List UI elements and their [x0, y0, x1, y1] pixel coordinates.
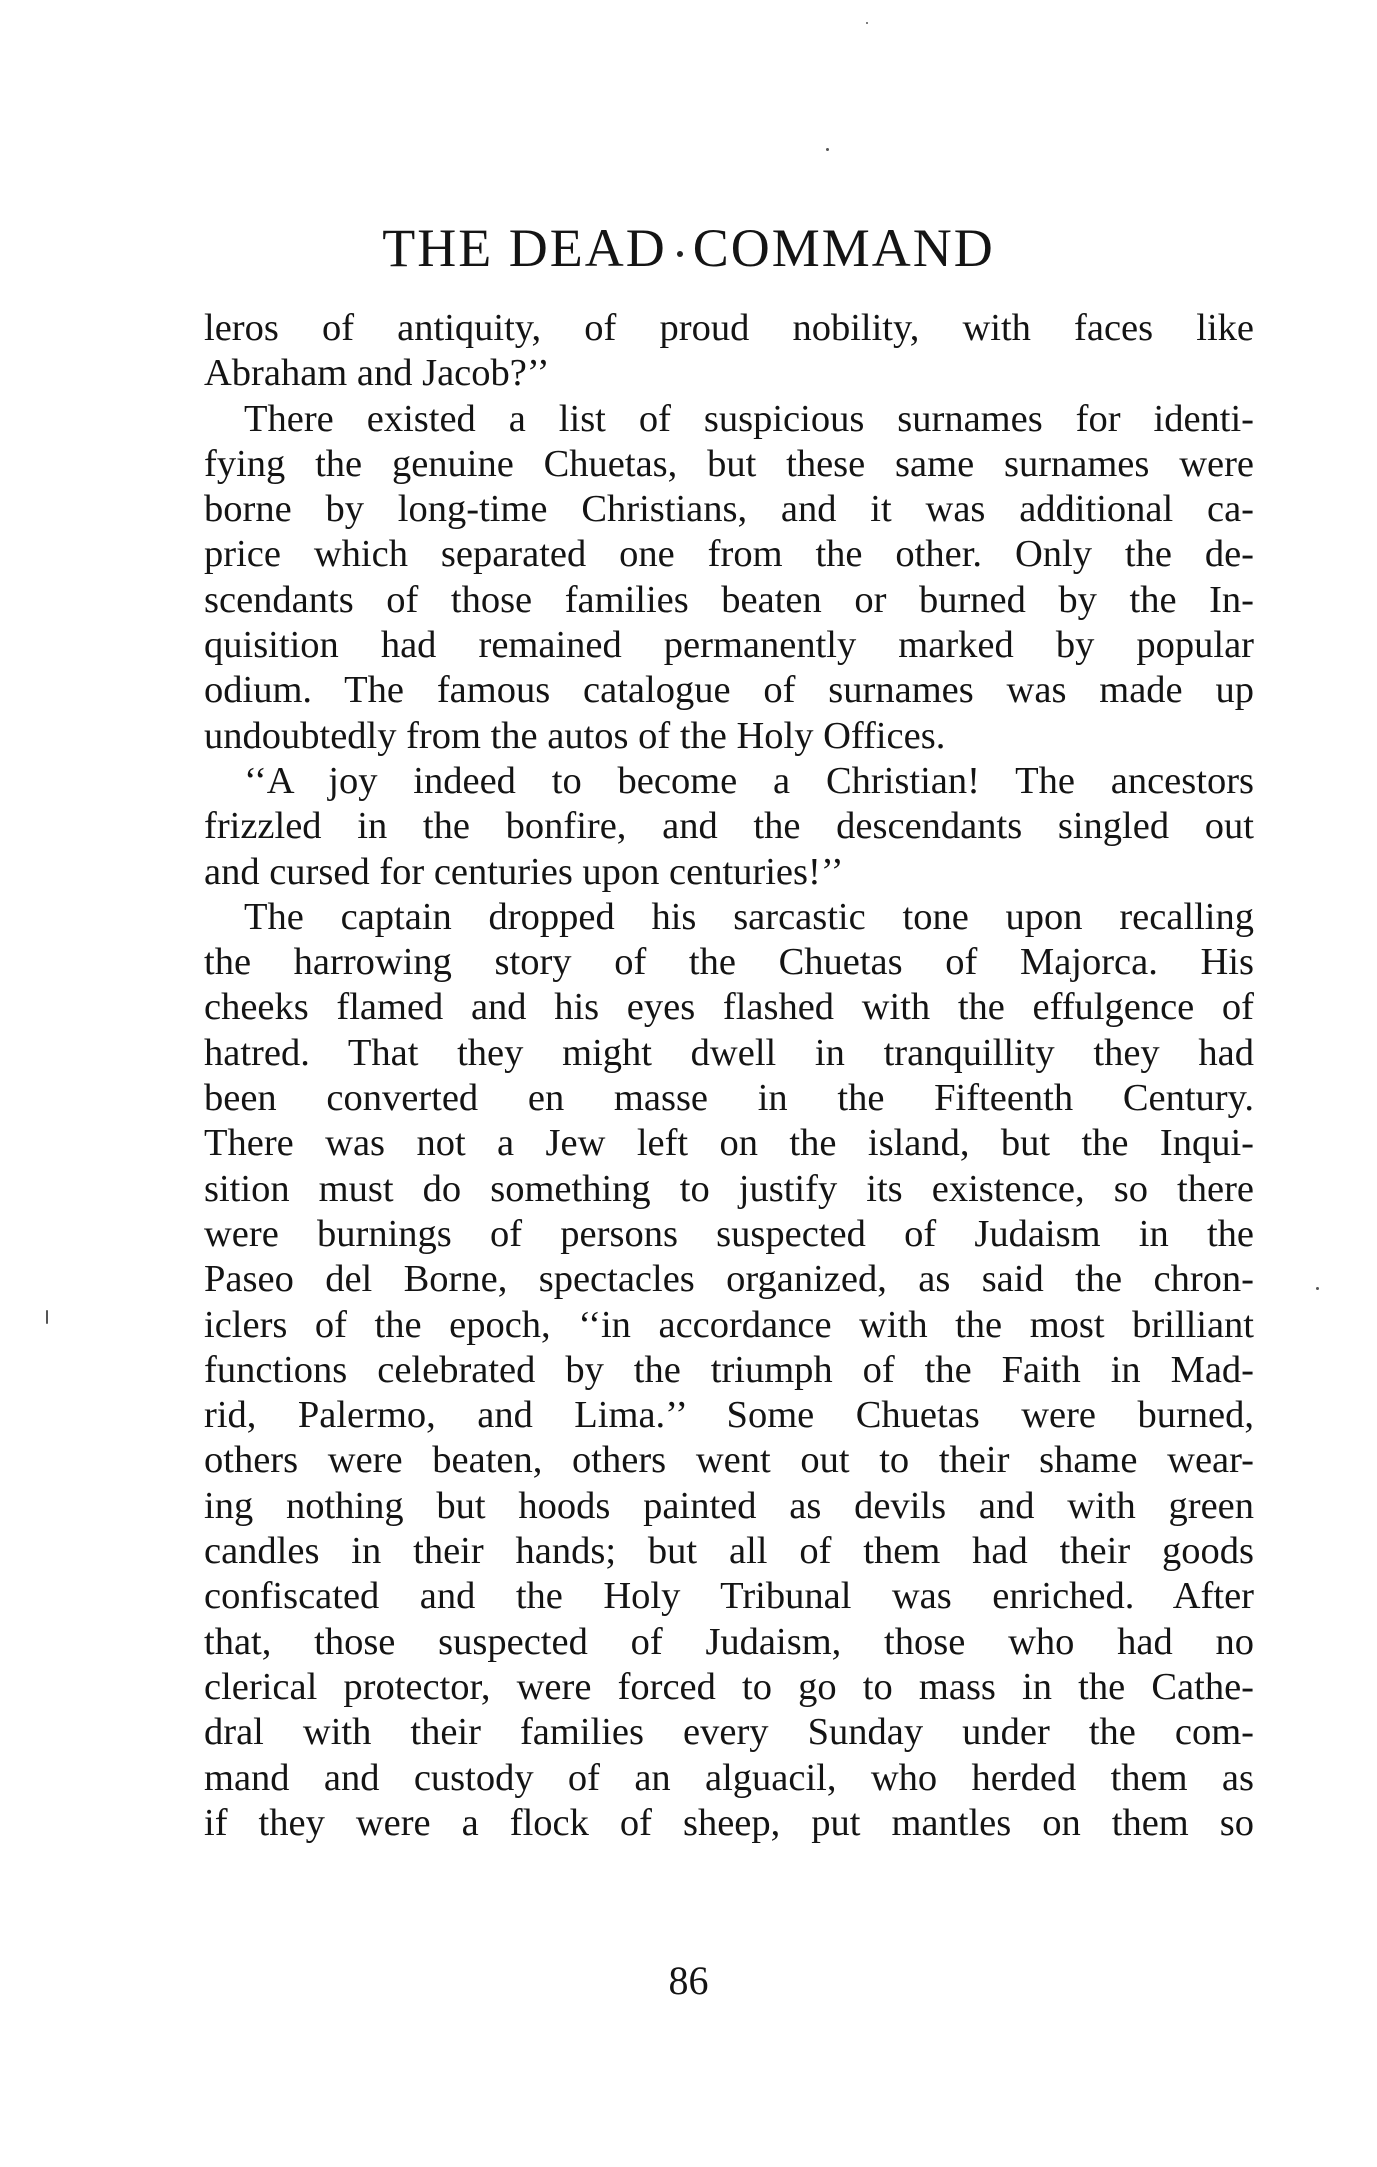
text-line: Abraham and Jacob?’’ — [204, 352, 550, 395]
text-line: The captain dropped his sarcastic tone upon recalling — [244, 895, 1254, 938]
text-line: quisition had remained permanently marked by popular — [204, 624, 1254, 667]
text-line: that, those suspected of Judaism, those who had no — [204, 1620, 1254, 1663]
text-line: borne by long-time Christians, and it was additional ca- — [204, 488, 1254, 531]
text-line: price which separated one from the other. Only the de- — [204, 533, 1254, 576]
text-line: odium. The famous catalogue of surnames was made up — [204, 669, 1254, 712]
title-separator-dot — [677, 251, 683, 257]
text-line: functions celebrated by the triumph of the Faith in Mad- — [204, 1348, 1254, 1391]
text-line: ing nothing but hoods painted as devils and with green — [204, 1484, 1254, 1527]
text-line: were burnings of persons suspected of Judaism in the — [204, 1212, 1254, 1255]
text-line: undoubtedly from the autos of the Holy Offices. — [204, 714, 946, 757]
title-part-2: COMMAND — [692, 218, 995, 278]
body-text — [204, 306, 1254, 1846]
scan-speck — [866, 22, 868, 24]
page-number: 86 — [668, 1958, 709, 2003]
text-line: frizzled in the bonfire, and the descendants singled out — [204, 805, 1254, 848]
text-line: mand and custody of an alguacil, who herded them as — [204, 1756, 1254, 1799]
text-line: been converted en masse in the Fifteenth Century. — [204, 1077, 1254, 1120]
text-line: clerical protector, were forced to go to mass in the Cathe- — [204, 1665, 1254, 1708]
text-line: candles in their hands; but all of them had their goods — [204, 1530, 1254, 1573]
text-line: confiscated and the Holy Tribunal was enriched. After — [204, 1575, 1254, 1618]
text-line: ‘‘A joy indeed to become a Christian! The ancestors — [244, 759, 1254, 802]
text-line: rid, Palermo, and Lima.’’ Some Chuetas were burned, — [204, 1394, 1254, 1437]
page-title — [0, 218, 1377, 278]
scan-speck — [826, 148, 829, 151]
text-line: iclers of the epoch, ‘‘in accordance with the most brilliant — [204, 1303, 1254, 1346]
text-line: hatred. That they might dwell in tranquillity they had — [204, 1031, 1254, 1074]
text-line: fying the genuine Chuetas, but these same surnames were — [204, 442, 1254, 485]
scan-speck — [1316, 1287, 1319, 1290]
text-line: There existed a list of suspicious surnames for identi- — [244, 397, 1254, 440]
text-line: others were beaten, others went out to their shame wear- — [204, 1439, 1254, 1482]
text-line: leros of antiquity, of proud nobility, with faces like — [204, 307, 1254, 349]
text-line: dral with their families every Sunday under the com- — [204, 1711, 1254, 1754]
title-part-1: THE DEAD — [382, 218, 667, 278]
text-line: sition must do something to justify its existence, so there — [204, 1167, 1254, 1210]
text-line: There was not a Jew left on the island, but the Inqui- — [204, 1122, 1254, 1165]
text-line: cheeks flamed and his eyes flashed with the effulgence of — [204, 986, 1254, 1029]
text-line: the harrowing story of the Chuetas of Majorca. His — [204, 941, 1254, 984]
text-line: and cursed for centuries upon centuries!’’ — [204, 850, 844, 893]
text-line: scendants of those families beaten or burned by the In- — [204, 578, 1254, 621]
scan-mark — [46, 1310, 48, 1324]
text-line: Paseo del Borne, spectacles organized, as said the chron- — [204, 1258, 1254, 1301]
text-line: if they were a flock of sheep, put mantles on them so — [204, 1801, 1254, 1844]
